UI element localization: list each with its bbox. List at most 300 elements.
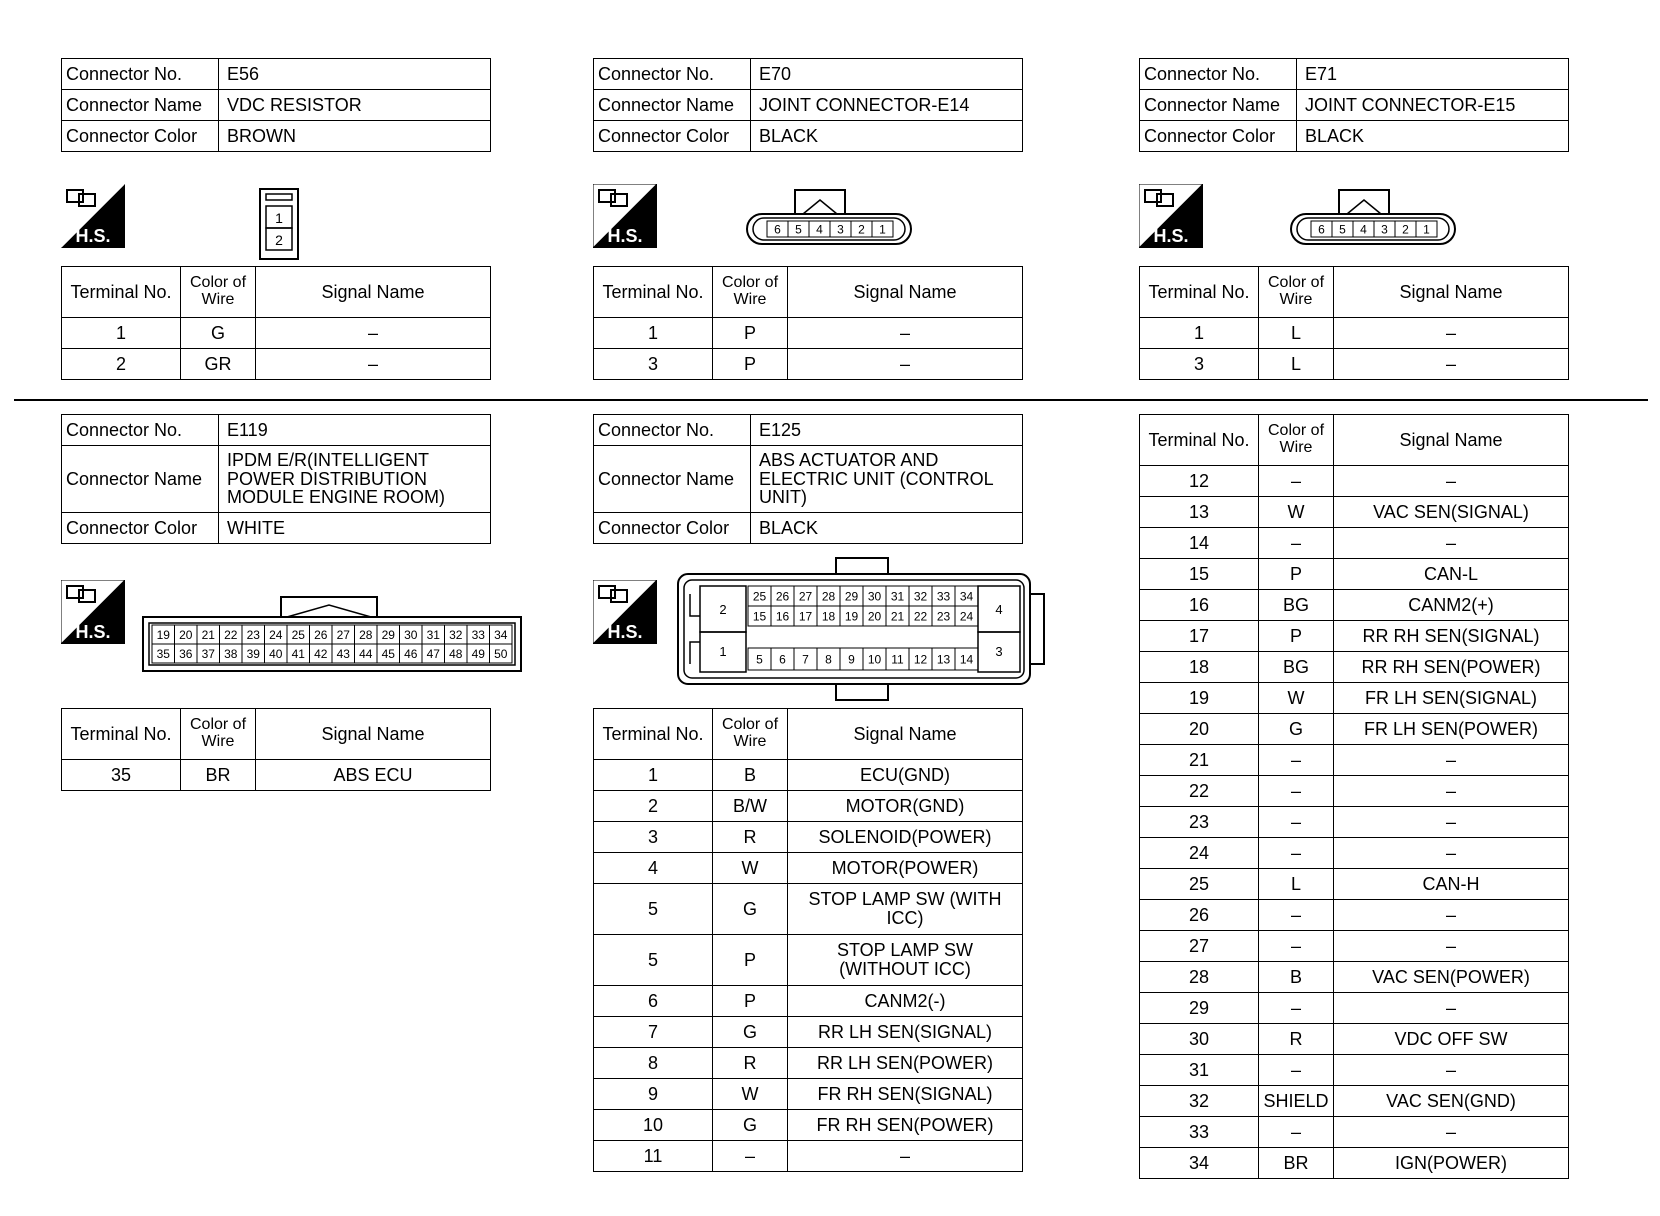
connector-e71-face	[1289, 188, 1459, 255]
pin-label: 50	[494, 647, 508, 661]
pin-label: 16	[775, 609, 790, 624]
pin-label: 38	[224, 647, 238, 661]
pin-label: 31	[890, 589, 905, 604]
pin-label: 6	[774, 222, 781, 237]
pin-label: 37	[201, 647, 215, 661]
pin-label: 2	[858, 222, 865, 237]
pin-label: 28	[359, 628, 373, 642]
hs-label: H.S.	[1153, 226, 1189, 246]
pin-label: 5	[756, 652, 763, 667]
label: Connector No.	[594, 415, 751, 446]
terminal-no: 3	[594, 822, 713, 853]
terminal-no: 25	[1140, 869, 1259, 900]
wire-color: –	[1259, 1117, 1334, 1148]
wire-color: G	[713, 1017, 788, 1048]
header-terminal: Terminal No.	[62, 709, 181, 760]
label: Connector No.	[62, 59, 219, 90]
pin-label: 45	[381, 647, 395, 661]
header-signal: Signal Name	[788, 267, 1023, 318]
pin-label: 1	[879, 222, 886, 237]
signal-name: CANM2(+)	[1334, 590, 1569, 621]
pin-label: 26	[775, 589, 790, 604]
pin-label: 23	[936, 609, 951, 624]
connector-no: E56	[219, 59, 491, 90]
table-row	[1140, 497, 1569, 528]
terminal-no: 28	[1140, 962, 1259, 993]
table-row	[594, 791, 1023, 822]
signal-name: FR LH SEN(SIGNAL)	[1334, 683, 1569, 714]
header-wire-color: Color of Wire	[713, 709, 788, 760]
pin-label: 48	[449, 647, 463, 661]
wire-color: BG	[1259, 590, 1334, 621]
pin-label: 28	[821, 589, 836, 604]
table-row	[594, 986, 1023, 1017]
table-row	[594, 1110, 1023, 1141]
pin-label: 3	[995, 644, 1003, 659]
pin-label: 2	[1402, 222, 1409, 237]
signal-name: –	[1334, 776, 1569, 807]
header-terminal: Terminal No.	[594, 267, 713, 318]
table-row	[1140, 1024, 1569, 1055]
signal-name: RR RH SEN(POWER)	[1334, 652, 1569, 683]
connector-name: JOINT CONNECTOR-E15	[1297, 90, 1569, 121]
pin-label: 20	[867, 609, 882, 624]
pin-label: 4	[1360, 222, 1367, 237]
table-row: 3 P –	[594, 349, 1023, 380]
terminal-no: 6	[594, 986, 713, 1017]
wire-color: BR	[1259, 1148, 1334, 1179]
pin-label: 8	[825, 652, 832, 667]
signal-name: –	[1334, 838, 1569, 869]
wire-color: P	[713, 935, 788, 986]
signal-name: RR LH SEN(POWER)	[788, 1048, 1023, 1079]
connector-e119-terminal-table	[61, 708, 491, 791]
header-terminal: Terminal No.	[594, 709, 713, 760]
connector-e70-face	[745, 188, 915, 255]
section-divider	[14, 399, 1648, 401]
pin-label: 25	[752, 589, 767, 604]
signal-name: STOP LAMP SW (WITH ICC)	[788, 884, 1023, 935]
connector-no: E119	[219, 415, 491, 446]
terminal-no: 23	[1140, 807, 1259, 838]
pin-label: 19	[156, 628, 170, 642]
pin-label: 14	[959, 652, 974, 667]
signal-name: –	[1334, 993, 1569, 1024]
connector-e71-terminal-table	[1139, 266, 1569, 380]
wire-color: R	[713, 1048, 788, 1079]
header-signal: Signal Name	[788, 709, 1023, 760]
table-row	[594, 853, 1023, 884]
header-terminal: Terminal No.	[1140, 267, 1259, 318]
pin-label: 36	[179, 647, 193, 661]
connector-name: IPDM E/R(INTELLIGENT POWER DISTRIBUTION MODULE ENGINE ROOM)	[219, 446, 491, 513]
table-row	[594, 884, 1023, 935]
terminal-no: 14	[1140, 528, 1259, 559]
table-row: 1 G –	[62, 318, 491, 349]
wire-color: –	[1259, 745, 1334, 776]
header-signal: Signal Name	[1334, 415, 1569, 466]
terminal-no: 31	[1140, 1055, 1259, 1086]
label: Connector Name	[62, 446, 219, 513]
wire-color: P	[713, 986, 788, 1017]
table-row	[594, 1141, 1023, 1172]
table-row: 3 L –	[1140, 349, 1569, 380]
terminal-no: 32	[1140, 1086, 1259, 1117]
terminal-no: 20	[1140, 714, 1259, 745]
terminal-no: 4	[594, 853, 713, 884]
signal-name: –	[1334, 807, 1569, 838]
table-row	[1140, 590, 1569, 621]
header-terminal: Terminal No.	[1140, 415, 1259, 466]
pin-label: 2	[275, 232, 283, 248]
table-row	[594, 1079, 1023, 1110]
terminal-no: 34	[1140, 1148, 1259, 1179]
terminal-no: 21	[1140, 745, 1259, 776]
hs-label: H.S.	[75, 226, 111, 246]
connector-e125-terminal-table	[593, 708, 1023, 1172]
table-row	[1140, 745, 1569, 776]
label: Connector Color	[594, 121, 751, 152]
pin-label: 12	[913, 652, 928, 667]
wire-color: L	[1259, 869, 1334, 900]
connector-name: VDC RESISTOR	[219, 90, 491, 121]
pin-label: 4	[816, 222, 823, 237]
pin-label: 24	[959, 609, 974, 624]
signal-name: VDC OFF SW	[1334, 1024, 1569, 1055]
signal-name: MOTOR(POWER)	[788, 853, 1023, 884]
table-row	[594, 760, 1023, 791]
pin-label: 26	[314, 628, 328, 642]
table-row: 1 L –	[1140, 318, 1569, 349]
pin-label: 17	[798, 609, 813, 624]
wire-color: –	[1259, 807, 1334, 838]
signal-name: RR RH SEN(SIGNAL)	[1334, 621, 1569, 652]
table-row	[1140, 714, 1569, 745]
label: Connector No.	[1140, 59, 1297, 90]
signal-name: VAC SEN(GND)	[1334, 1086, 1569, 1117]
header-wire-color: Color of Wire	[181, 267, 256, 318]
signal-name: MOTOR(GND)	[788, 791, 1023, 822]
pin-label: 46	[404, 647, 418, 661]
table-row	[594, 1048, 1023, 1079]
label: Connector Color	[594, 513, 751, 544]
pin-label: 10	[867, 652, 882, 667]
label: Connector Color	[1140, 121, 1297, 152]
harness-side-icon	[61, 184, 125, 248]
terminal-no: 19	[1140, 683, 1259, 714]
pin-label: 22	[913, 609, 928, 624]
table-row	[1140, 993, 1569, 1024]
wire-color: –	[1259, 528, 1334, 559]
hs-label: H.S.	[607, 622, 643, 642]
connector-no: E71	[1297, 59, 1569, 90]
connector-name: ABS ACTUATOR AND ELECTRIC UNIT (CONTROL UNIT)	[751, 446, 1023, 513]
terminal-no: 5	[594, 884, 713, 935]
pin-label: 41	[291, 647, 305, 661]
header-signal: Signal Name	[256, 267, 491, 318]
pin-label: 7	[802, 652, 809, 667]
wire-color: –	[1259, 993, 1334, 1024]
pin-label: 21	[890, 609, 905, 624]
header-signal: Signal Name	[1334, 267, 1569, 318]
wire-color: B	[713, 760, 788, 791]
pin-label: 33	[936, 589, 951, 604]
terminal-no: 12	[1140, 466, 1259, 497]
wire-color: –	[1259, 466, 1334, 497]
label: Connector Name	[1140, 90, 1297, 121]
pin-label: 27	[798, 589, 813, 604]
pin-label: 18	[821, 609, 836, 624]
connector-e70-info	[593, 58, 1023, 152]
terminal-no: 27	[1140, 931, 1259, 962]
pin-label: 40	[269, 647, 283, 661]
table-row	[1140, 807, 1569, 838]
connector-e56-terminal-table	[61, 266, 491, 380]
signal-name: –	[788, 1141, 1023, 1172]
header-wire-color: Color of Wire	[181, 709, 256, 760]
wire-color: P	[1259, 559, 1334, 590]
pin-label: 32	[913, 589, 928, 604]
pin-label: 49	[471, 647, 485, 661]
pin-label: 6	[1318, 222, 1325, 237]
table-row	[1140, 1148, 1569, 1179]
harness-side-icon	[593, 184, 657, 248]
pin-label: 9	[848, 652, 855, 667]
wire-color: W	[1259, 683, 1334, 714]
terminal-no: 33	[1140, 1117, 1259, 1148]
wire-color: B	[1259, 962, 1334, 993]
wire-color: –	[1259, 838, 1334, 869]
signal-name: FR RH SEN(SIGNAL)	[788, 1079, 1023, 1110]
pin-label: 19	[844, 609, 859, 624]
table-row: 35 BR ABS ECU	[62, 760, 491, 791]
signal-name: VAC SEN(SIGNAL)	[1334, 497, 1569, 528]
pin-label: 4	[995, 602, 1003, 617]
table-row	[594, 1017, 1023, 1048]
table-row	[1140, 683, 1569, 714]
connector-e119-face	[141, 593, 523, 682]
header-terminal: Terminal No.	[62, 267, 181, 318]
wire-color: –	[1259, 776, 1334, 807]
terminal-no: 9	[594, 1079, 713, 1110]
pin-label: 5	[795, 222, 802, 237]
pin-label: 39	[246, 647, 260, 661]
terminal-no: 17	[1140, 621, 1259, 652]
table-row	[1140, 1117, 1569, 1148]
header-wire-color: Color of Wire	[1259, 267, 1334, 318]
wire-color: W	[713, 853, 788, 884]
signal-name: VAC SEN(POWER)	[1334, 962, 1569, 993]
pin-label: 29	[381, 628, 395, 642]
terminal-no: 8	[594, 1048, 713, 1079]
signal-name: –	[1334, 931, 1569, 962]
table-row	[1140, 652, 1569, 683]
connector-e71-info	[1139, 58, 1569, 152]
signal-name: IGN(POWER)	[1334, 1148, 1569, 1179]
label: Connector Name	[62, 90, 219, 121]
signal-name: –	[1334, 466, 1569, 497]
connector-color: BLACK	[1297, 121, 1569, 152]
signal-name: CAN-L	[1334, 559, 1569, 590]
terminal-no: 1	[594, 760, 713, 791]
signal-name: –	[1334, 1055, 1569, 1086]
table-row	[1140, 1086, 1569, 1117]
pin-label: 25	[291, 628, 305, 642]
terminal-no: 5	[594, 935, 713, 986]
signal-name: FR RH SEN(POWER)	[788, 1110, 1023, 1141]
harness-side-icon	[1139, 184, 1203, 248]
terminal-no: 22	[1140, 776, 1259, 807]
pin-label: 6	[779, 652, 786, 667]
label: Connector Name	[594, 90, 751, 121]
wire-color: R	[1259, 1024, 1334, 1055]
header-signal: Signal Name	[256, 709, 491, 760]
terminal-no: 24	[1140, 838, 1259, 869]
terminal-no: 26	[1140, 900, 1259, 931]
connector-e56-face	[259, 188, 299, 265]
signal-name: –	[1334, 528, 1569, 559]
pin-label: 13	[936, 652, 951, 667]
pin-label: 35	[156, 647, 170, 661]
terminal-no: 10	[594, 1110, 713, 1141]
terminal-no: 11	[594, 1141, 713, 1172]
wire-color: R	[713, 822, 788, 853]
wire-color: –	[1259, 1055, 1334, 1086]
wire-color: BG	[1259, 652, 1334, 683]
wire-color: –	[713, 1141, 788, 1172]
pin-label: 23	[246, 628, 260, 642]
harness-side-icon	[61, 580, 125, 644]
table-row	[594, 822, 1023, 853]
wire-color: SHIELD	[1259, 1086, 1334, 1117]
table-row	[1140, 900, 1569, 931]
pin-label: 22	[224, 628, 238, 642]
wire-color: B/W	[713, 791, 788, 822]
pin-label: 20	[179, 628, 193, 642]
connector-name: JOINT CONNECTOR-E14	[751, 90, 1023, 121]
connector-color: BROWN	[219, 121, 491, 152]
wire-color: –	[1259, 931, 1334, 962]
table-row	[1140, 869, 1569, 900]
label: Connector No.	[594, 59, 751, 90]
wire-color: W	[713, 1079, 788, 1110]
table-row: 2 GR –	[62, 349, 491, 380]
connector-e125-info	[593, 414, 1023, 544]
connector-color: BLACK	[751, 513, 1023, 544]
pin-label: 21	[201, 628, 215, 642]
table-row	[1140, 838, 1569, 869]
signal-name: –	[1334, 900, 1569, 931]
terminal-no: 29	[1140, 993, 1259, 1024]
table-row	[1140, 528, 1569, 559]
pin-label: 24	[269, 628, 283, 642]
terminal-no: 15	[1140, 559, 1259, 590]
signal-name: RR LH SEN(SIGNAL)	[788, 1017, 1023, 1048]
wire-color: G	[713, 884, 788, 935]
pin-label: 15	[752, 609, 767, 624]
label: Connector Color	[62, 513, 219, 544]
table-row: 1 P –	[594, 318, 1023, 349]
connector-e125-terminal-table-continued	[1139, 414, 1569, 1179]
signal-name: –	[1334, 1117, 1569, 1148]
pin-label: 1	[1423, 222, 1430, 237]
connector-e56-info	[61, 58, 491, 152]
hs-label: H.S.	[75, 622, 111, 642]
terminal-no: 30	[1140, 1024, 1259, 1055]
label: Connector No.	[62, 415, 219, 446]
table-row	[1140, 1055, 1569, 1086]
table-row	[1140, 466, 1569, 497]
pin-label: 29	[844, 589, 859, 604]
hs-label: H.S.	[607, 226, 643, 246]
signal-name: FR LH SEN(POWER)	[1334, 714, 1569, 745]
pin-label: 33	[471, 628, 485, 642]
signal-name: CANM2(-)	[788, 986, 1023, 1017]
terminal-no: 18	[1140, 652, 1259, 683]
connector-e70-terminal-table	[593, 266, 1023, 380]
pin-label: 30	[404, 628, 418, 642]
connector-no: E125	[751, 415, 1023, 446]
signal-name: STOP LAMP SW (WITHOUT ICC)	[788, 935, 1023, 986]
connector-e119-info	[61, 414, 491, 544]
table-row	[1140, 559, 1569, 590]
pin-label: 11	[891, 652, 904, 667]
table-row	[1140, 962, 1569, 993]
pin-label: 32	[449, 628, 463, 642]
wire-color: G	[1259, 714, 1334, 745]
pin-label: 2	[719, 602, 727, 617]
pin-label: 1	[275, 210, 283, 226]
wire-color: W	[1259, 497, 1334, 528]
pin-label: 43	[336, 647, 350, 661]
pin-label: 44	[359, 647, 373, 661]
pin-label: 42	[314, 647, 328, 661]
wire-color: P	[1259, 621, 1334, 652]
pin-label: 27	[336, 628, 350, 642]
table-row	[1140, 931, 1569, 962]
terminal-no: 2	[594, 791, 713, 822]
label: Connector Name	[594, 446, 751, 513]
connector-no: E70	[751, 59, 1023, 90]
pin-label: 3	[837, 222, 844, 237]
harness-side-icon	[593, 580, 657, 644]
pin-label: 47	[426, 647, 440, 661]
wire-color: G	[713, 1110, 788, 1141]
header-wire-color: Color of Wire	[713, 267, 788, 318]
pin-label: 34	[959, 589, 974, 604]
connector-color: WHITE	[219, 513, 491, 544]
signal-name: –	[1334, 745, 1569, 776]
signal-name: SOLENOID(POWER)	[788, 822, 1023, 853]
wire-color: –	[1259, 900, 1334, 931]
label: Connector Color	[62, 121, 219, 152]
terminal-no: 16	[1140, 590, 1259, 621]
terminal-no: 7	[594, 1017, 713, 1048]
table-row	[1140, 621, 1569, 652]
terminal-no: 13	[1140, 497, 1259, 528]
connector-color: BLACK	[751, 121, 1023, 152]
pin-label: 30	[867, 589, 882, 604]
connector-e125-face	[676, 556, 1048, 707]
pin-label: 1	[719, 644, 727, 659]
table-row	[594, 935, 1023, 986]
header-wire-color: Color of Wire	[1259, 415, 1334, 466]
signal-name: CAN-H	[1334, 869, 1569, 900]
pin-label: 3	[1381, 222, 1388, 237]
pin-label: 31	[426, 628, 440, 642]
pin-label: 5	[1339, 222, 1346, 237]
pin-label: 34	[494, 628, 508, 642]
